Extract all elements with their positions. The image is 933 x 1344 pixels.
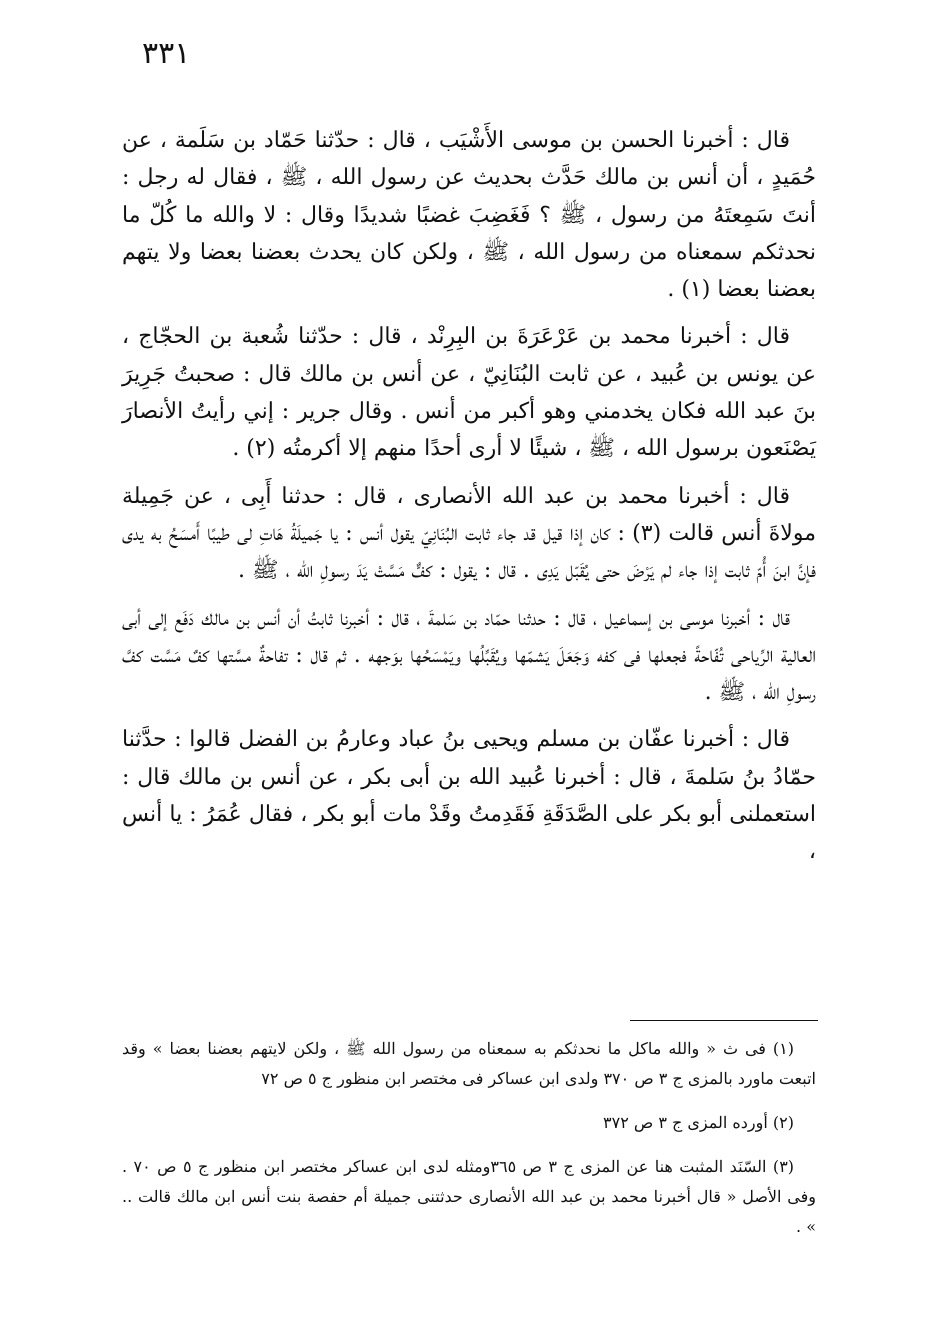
paragraph: قال : أخبرنا موسى بن إسماعيل ، قال : حدثنا حمّاد بن سَلمةَ ، قال : أخبرنا ثابتُ أن أنس بن مالك دَفَع إلى أبى العالية الرِّياحى تُفّاحةً فجعلها فى كفه وَجَعَلَ يَشمّها ويُقَبِّلُها ويَمْسَحُها بوَجهه . ثم قال : تفاحةٌ مسَّتها كفٌ مَسَّت كفَّ رسولِ الله ، ﷺ .: [122, 605, 816, 706]
footnotes: [122, 1034, 816, 1256]
main-text: [122, 122, 816, 881]
footnote: (٣) السّنَد المثبت هنا عن المزى ج ٣ ص ٣٦٥ومثله لدى ابن عساكر مختصر ابن منظور ج ٥ ص ٧٠ . وفى الأصل « قال أخبرنا محمد بن عبد الله الأنصارى حدثتنى جميلة أم حفصة بنت أنس ابن مالك قالت .. » .: [122, 1157, 816, 1236]
paragraph: قال : أخبرنا محمد بن عبد الله الأنصارى ، قال : حدثنا أَبِى ، عن جَمِيلة مولاةَ أنس قالت (٣) : كان إذا قيل قد جاء ثابت البُنَانِيّ يقول أنس : يا جَميلَةُ هَاتِ لى طيبًا أَمسَحُ به يدى فإنَّ ابنَ أُمّ ثابت إذا جاء لم يَرْضَ حتى يُقَبّل يَدِى . قال : يقول : كفٌّ مَسَّتْ يَدَ رسولِ الله ، ﷺ .: [122, 483, 817, 584]
page-number: ٣٣١: [142, 36, 191, 71]
footnote-separator: [630, 1020, 818, 1021]
paragraph: قال : أخبرنا عفّان بن مسلم ويحيى بنُ عباد وعارمُ بن الفضل قالوا : حدَّثنا حمّادُ بنُ سَلمةَ ، قال : أخبرنا عُبيد الله بن أبى بكر ، عن أنس بن مالك قال : استعملنى أبو بكر على الصَّدَقَةِ فَقَدِمتُ وقَدْ مات أبو بكر ، فقال عُمَرُ : يا أنس ،: [122, 727, 816, 865]
paragraph: قال : أخبرنا محمد بن عَرْعَرَةَ بن البِرِنْد ، قال : حدّثنا شُعبة بن الحجّاج ، عن يونس بن عُبيد ، عن ثابت البُنَانِيّ ، عن أنس بن مالك قال : صحبتُ جَرِيرَ بنَ عبد الله فكان يخدمني وهو أكبر من أنس . وقال جرير : إني رأيتُ الأنصارَ يَصْنَعون برسول الله ، ﷺ ، شيئًا لا أرى أحدًا منهم إلا أكرمتُه (٢) .: [122, 324, 816, 462]
footnote: (٢) أورده المزى ج ٣ ص ٣٧٢: [603, 1113, 794, 1132]
paragraph: قال : أخبرنا الحسن بن موسى الأَشْيَب ، قال : حدّثنا حَمّاد بن سَلَمة ، عن حُمَيدٍ ، أن أنس بن مالك حَدَّث بحديث عن رسول الله ، ﷺ ، فقال له رجل : أنتَ سَمِعتَهُ من رسول ، ﷺ ؟ فَغَضِبَ غضبًا شديدًا وقال : لا والله ما كُلّ ما نحدثكم سمعناه من رسول الله ، ﷺ ، ولكن كان يحدث بعضنا بعضا ولا يتهم بعضنا بعضا (١) .: [122, 128, 816, 303]
footnote: (١) فى ث « والله ماكل ما نحدثكم به سمعناه من رسول الله ﷺ ، ولكن لايتهم بعضنا بعضا » وقد اتبعت ماورد بالمزى ج ٣ ص ٣٧٠ ولدى ابن عساكر فى مختصر ابن منظور ج ٥ ص ٧٢: [122, 1039, 816, 1088]
